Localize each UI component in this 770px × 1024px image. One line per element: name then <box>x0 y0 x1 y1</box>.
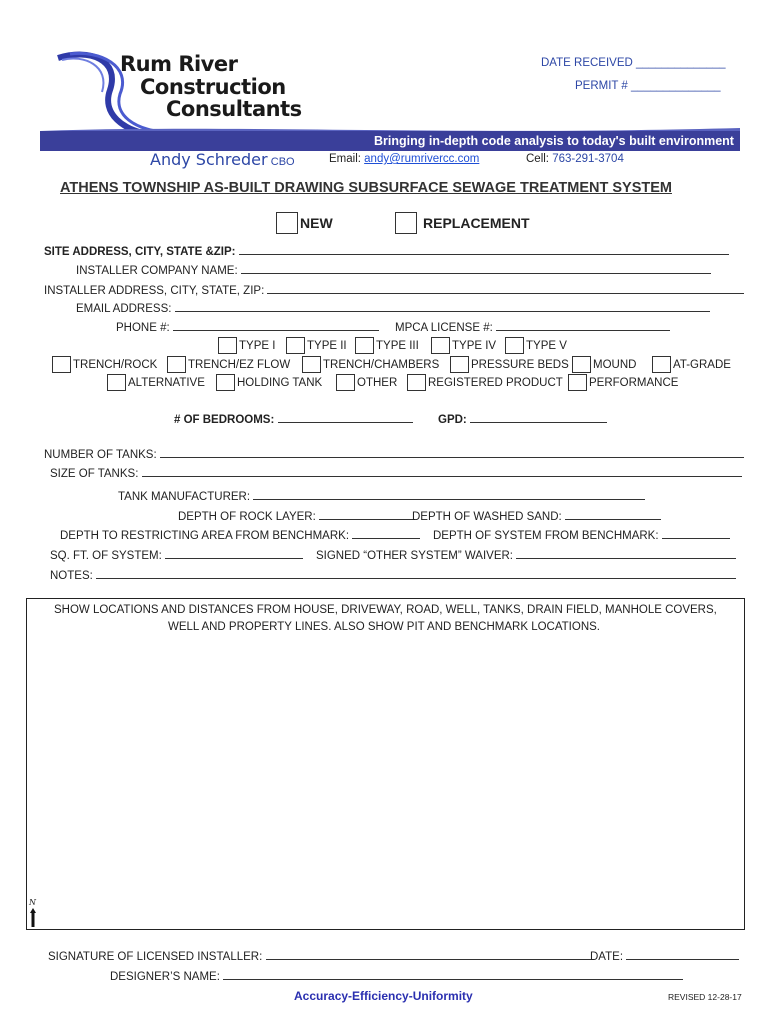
type-2-option[interactable] <box>286 337 347 354</box>
sq-ft-line[interactable] <box>165 548 303 559</box>
signed-waiver-line[interactable] <box>516 548 736 559</box>
size-of-tanks-line[interactable] <box>142 466 742 477</box>
tank-manufacturer-line[interactable] <box>253 489 645 500</box>
depth-washed-sand-field[interactable] <box>412 509 661 523</box>
other-checkbox[interactable] <box>336 374 355 391</box>
holding-tank-checkbox[interactable] <box>216 374 235 391</box>
type-4-checkbox[interactable] <box>431 337 450 354</box>
tank-manufacturer-label: TANK MANUFACTURER: <box>118 491 251 503</box>
sq-ft-field[interactable] <box>50 548 303 562</box>
company-tagline: Bringing in-depth code analysis to today's built environment <box>374 134 734 148</box>
footer-motto: Accuracy-Efficiency-Uniformity <box>294 989 473 1003</box>
email-address-label: EMAIL ADDRESS: <box>76 303 172 315</box>
notes-label: NOTES: <box>50 570 93 582</box>
alternative-label: ALTERNATIVE <box>128 376 205 389</box>
depth-restricting-label: DEPTH TO RESTRICTING AREA FROM BENCHMARK: <box>60 530 350 542</box>
replacement-label: REPLACEMENT <box>423 215 530 231</box>
gpd-field[interactable] <box>438 412 607 426</box>
registered-product-checkbox[interactable] <box>407 374 426 391</box>
north-label: N <box>29 898 36 907</box>
north-arrow-icon <box>28 900 38 928</box>
type-5-option[interactable] <box>505 337 567 354</box>
depth-restricting-line[interactable] <box>352 528 420 539</box>
email-label: Email: <box>329 153 361 165</box>
depth-system-field[interactable] <box>433 528 730 542</box>
bedrooms-field[interactable] <box>174 412 413 426</box>
contact-line <box>150 150 295 169</box>
performance-checkbox[interactable] <box>568 374 587 391</box>
performance-label: PERFORMANCE <box>589 376 679 389</box>
notes-line[interactable] <box>96 568 736 579</box>
signature-line[interactable] <box>266 949 594 960</box>
mpca-license-label: MPCA LICENSE #: <box>395 322 493 334</box>
trench-ez-flow-checkbox[interactable] <box>167 356 186 373</box>
size-of-tanks-field[interactable] <box>50 466 742 480</box>
pressure-beds-option[interactable] <box>450 356 569 373</box>
bedrooms-label: # OF BEDROOMS: <box>174 414 275 426</box>
signed-waiver-field[interactable] <box>316 548 736 562</box>
type-4-label: TYPE IV <box>452 339 497 352</box>
email-address-line[interactable] <box>175 301 710 312</box>
signature-date-label: DATE: <box>590 951 624 963</box>
contact-name: Andy Schreder <box>150 150 268 169</box>
type-4-option[interactable] <box>431 337 496 354</box>
installer-address-field[interactable] <box>44 283 744 297</box>
tank-manufacturer-field[interactable] <box>118 489 645 503</box>
email-line <box>329 153 479 165</box>
registered-product-label: REGISTERED PRODUCT <box>428 376 563 389</box>
alternative-checkbox[interactable] <box>107 374 126 391</box>
company-name-line1: Rum River <box>120 52 238 76</box>
trench-rock-checkbox[interactable] <box>52 356 71 373</box>
holding-tank-label: HOLDING TANK <box>237 376 323 389</box>
gpd-label: GPD: <box>438 414 467 426</box>
type-1-option[interactable] <box>218 337 275 354</box>
designer-name-line[interactable] <box>223 969 683 980</box>
number-of-tanks-label: NUMBER OF TANKS: <box>44 449 157 461</box>
cell-line <box>526 153 624 165</box>
trench-ez-flow-option[interactable] <box>167 356 290 373</box>
number-of-tanks-field[interactable] <box>44 447 744 461</box>
site-address-field[interactable] <box>44 244 729 258</box>
form-title: ATHENS TOWNSHIP AS-BUILT DRAWING SUBSURFACE SEWAGE TREATMENT SYSTEM <box>60 180 672 196</box>
phone-line[interactable] <box>173 320 379 331</box>
registered-product-option[interactable] <box>407 374 563 391</box>
trench-ez-flow-label: TRENCH/EZ FLOW <box>188 358 291 371</box>
company-name-line2: Construction <box>140 75 286 99</box>
pressure-beds-checkbox[interactable] <box>450 356 469 373</box>
depth-rock-line[interactable] <box>319 509 415 520</box>
installer-company-field[interactable] <box>76 263 711 277</box>
permit-number-field[interactable]: PERMIT # ______________ <box>575 80 721 92</box>
site-address-label: SITE ADDRESS, CITY, STATE &ZIP: <box>44 246 236 258</box>
contact-title: CBO <box>270 156 295 168</box>
email-address-field[interactable] <box>76 301 710 315</box>
depth-rock-field[interactable] <box>178 509 415 523</box>
new-label: NEW <box>300 215 333 231</box>
type-3-checkbox[interactable] <box>355 337 374 354</box>
drawing-area[interactable] <box>26 598 745 930</box>
notes-field[interactable] <box>50 568 736 582</box>
signature-date-field[interactable] <box>590 949 739 963</box>
designer-name-field[interactable] <box>110 969 683 983</box>
installer-address-line[interactable] <box>267 283 744 294</box>
depth-washed-sand-label: DEPTH OF WASHED SAND: <box>412 511 562 523</box>
alternative-option[interactable] <box>107 374 205 391</box>
replacement-option[interactable] <box>395 212 530 234</box>
email-link[interactable]: andy@rumrivercc.com <box>364 153 480 165</box>
type-2-checkbox[interactable] <box>286 337 305 354</box>
drawing-instructions-line2: WELL AND PROPERTY LINES. ALSO SHOW PIT AND BENCHMARK LOCATIONS. <box>168 621 600 633</box>
sq-ft-label: SQ. FT. OF SYSTEM: <box>50 550 162 562</box>
mound-option[interactable] <box>572 356 636 373</box>
mpca-license-line[interactable] <box>496 320 670 331</box>
designer-name-label: DESIGNER’S NAME: <box>110 971 220 983</box>
drawing-instructions-line1: SHOW LOCATIONS AND DISTANCES FROM HOUSE, DRIVEWAY, ROAD, WELL, TANKS, DRAIN FIELD, MANHOLE COVERS, <box>54 604 717 616</box>
trench-chambers-checkbox[interactable] <box>302 356 321 373</box>
size-of-tanks-label: SIZE OF TANKS: <box>50 468 139 480</box>
type-3-label: TYPE III <box>376 339 419 352</box>
phone-label: PHONE #: <box>116 322 170 334</box>
new-option[interactable] <box>276 212 333 234</box>
signature-field[interactable] <box>48 949 594 963</box>
trench-chambers-label: TRENCH/CHAMBERS <box>323 358 440 371</box>
other-option[interactable] <box>336 374 397 391</box>
gpd-line[interactable] <box>470 412 607 423</box>
performance-option[interactable] <box>568 374 678 391</box>
number-of-tanks-line[interactable] <box>160 447 744 458</box>
revised-date: REVISED 12-28-17 <box>668 992 742 1002</box>
depth-system-label: DEPTH OF SYSTEM FROM BENCHMARK: <box>433 530 659 542</box>
at-grade-checkbox[interactable] <box>652 356 671 373</box>
type-1-label: TYPE I <box>239 339 276 352</box>
holding-tank-option[interactable] <box>216 374 322 391</box>
cell-number: 763-291-3704 <box>552 153 624 165</box>
type-1-checkbox[interactable] <box>218 337 237 354</box>
other-label: OTHER <box>357 376 398 389</box>
depth-system-line[interactable] <box>662 528 730 539</box>
phone-field[interactable] <box>116 320 379 334</box>
type-5-checkbox[interactable] <box>505 337 524 354</box>
cell-label: Cell: <box>526 153 550 165</box>
depth-rock-label: DEPTH OF ROCK LAYER: <box>178 511 316 523</box>
signed-waiver-label: SIGNED “OTHER SYSTEM” WAIVER: <box>316 550 514 562</box>
signature-date-line[interactable] <box>626 949 739 960</box>
bedrooms-line[interactable] <box>278 412 413 423</box>
at-grade-label: AT-GRADE <box>673 358 731 371</box>
trench-chambers-option[interactable] <box>302 356 439 373</box>
site-address-line[interactable] <box>239 244 729 255</box>
at-grade-option[interactable] <box>652 356 731 373</box>
installer-company-line[interactable] <box>241 263 711 274</box>
signature-label: SIGNATURE OF LICENSED INSTALLER: <box>48 951 263 963</box>
type-3-option[interactable] <box>355 337 419 354</box>
installer-company-label: INSTALLER COMPANY NAME: <box>76 265 238 277</box>
depth-restricting-field[interactable] <box>60 528 420 542</box>
trench-rock-label: TRENCH/ROCK <box>73 358 158 371</box>
depth-washed-sand-line[interactable] <box>565 509 661 520</box>
type-2-label: TYPE II <box>307 339 347 352</box>
company-name-line3: Consultants <box>166 97 302 121</box>
trench-rock-option[interactable] <box>52 356 157 373</box>
pressure-beds-label: PRESSURE BEDS <box>471 358 569 371</box>
date-received-field[interactable]: DATE RECEIVED ______________ <box>541 57 726 69</box>
mound-checkbox[interactable] <box>572 356 591 373</box>
mpca-license-field[interactable] <box>395 320 670 334</box>
type-5-label: TYPE V <box>526 339 567 352</box>
new-checkbox[interactable] <box>276 212 298 234</box>
replacement-checkbox[interactable] <box>395 212 417 234</box>
mound-label: MOUND <box>593 358 637 371</box>
installer-address-label: INSTALLER ADDRESS, CITY, STATE, ZIP: <box>44 285 265 297</box>
